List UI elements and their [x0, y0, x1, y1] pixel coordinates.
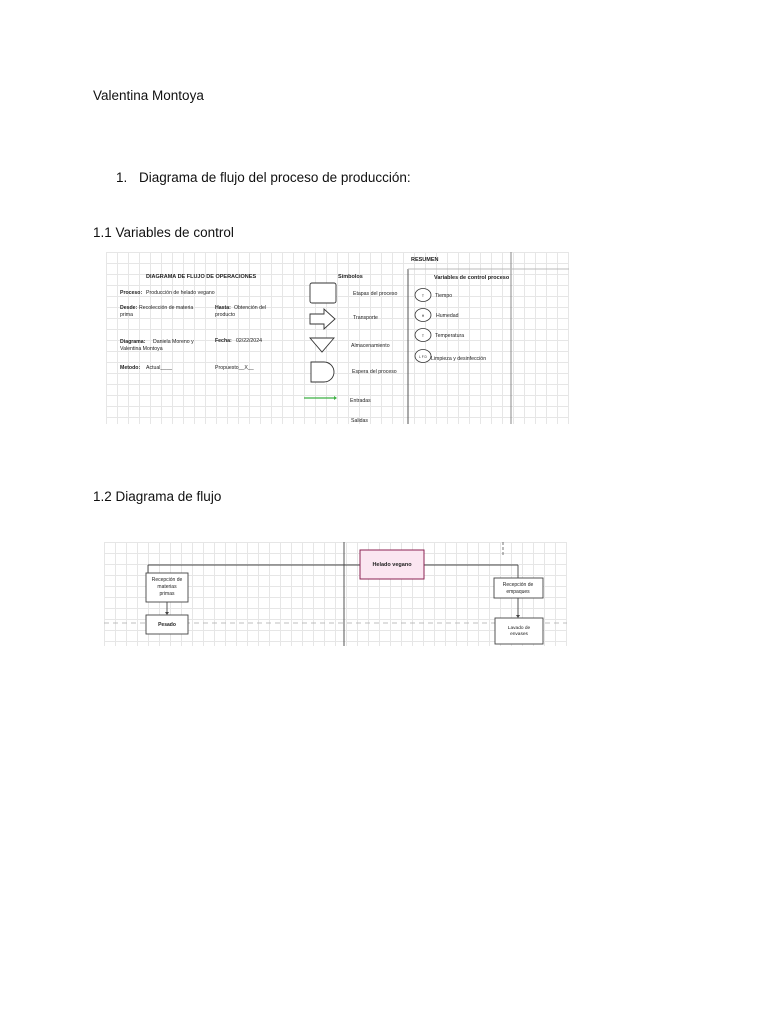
flow-node-lavado-envases [495, 618, 543, 644]
cleaning-code: L F D [419, 355, 427, 359]
to-label: Hasta: [215, 305, 231, 311]
temperature-code: T [421, 334, 425, 338]
method-label: Metodo: [120, 365, 141, 371]
flow-node-pesado-label: Pesado [158, 622, 176, 628]
flow-node-helado-vegano-label: Helado vegano [372, 562, 412, 568]
flow-node-lavado-envases-line1: Lavado de [507, 626, 531, 631]
time-code: T [421, 294, 425, 298]
control-temperature: Temperatura [435, 333, 465, 339]
flow-node-recepcion-materias-line3: primas [159, 591, 175, 597]
symbol-label-outputs: Salidas [351, 418, 369, 424]
control-time: Tiempo [435, 293, 453, 299]
control-variables-header: Variables de control proceso [434, 275, 510, 281]
method-proposed: Propuesto__X__ [215, 365, 254, 371]
to-value-line1: Obtención del [234, 305, 267, 311]
flow-node-lavado-envases-line2: envases [510, 632, 528, 637]
flow-node-recepcion-empaques-line1: Recepción de [502, 582, 534, 588]
date-label: Fecha: [215, 338, 232, 344]
symbol-label-wait: Espera del proceso [352, 369, 397, 375]
from-value-line2: prima [120, 312, 133, 318]
flow-node-recepcion-materias-line2: materias [157, 584, 177, 590]
flow-node-recepcion-materias-line1: Recepción de [151, 577, 183, 583]
symbol-label-stages: Etapas del proceso [353, 291, 398, 297]
date-value: 02/22/2024 [236, 338, 262, 344]
symbol-label-inputs: Entradas [350, 398, 371, 404]
from-label: Desde: [120, 305, 138, 311]
delay-d-icon [311, 362, 334, 382]
variables-control-svg [106, 252, 569, 424]
control-humidity: Humedad [436, 313, 459, 319]
symbol-label-storage: Almacenamiento [351, 343, 390, 349]
arrowhead-icon [516, 615, 520, 618]
diagram-by-value-line1: Daniela Moreno y [153, 339, 194, 345]
method-current: Actual____ [146, 365, 172, 371]
flow-diagram-figure [104, 542, 567, 646]
diagram-by-label: Diagrama: [120, 339, 146, 345]
variables-control-figure [106, 252, 569, 424]
flow-node-recepcion-empaques-line2: empaques [506, 589, 530, 595]
rectangle-icon [310, 283, 336, 303]
green-arrowhead-icon [334, 396, 337, 400]
list-number: 1. [116, 170, 128, 185]
subsection-heading-diagram: 1.2 Diagrama de flujo [93, 489, 222, 504]
symbol-label-transport: Transporte [353, 315, 378, 321]
from-value-line1: Recolección de materia [139, 305, 194, 311]
arrowhead-icon [165, 612, 169, 615]
section-heading: Diagrama de flujo del proceso de producción: [139, 170, 411, 185]
subsection-heading-variables: 1.1 Variables de control [93, 225, 234, 240]
control-cleaning: Limpieza y desinfección [431, 356, 487, 362]
operations-diagram-title: DIAGRAMA DE FLUJO DE OPERACIONES [146, 274, 257, 280]
humidity-code: H [421, 314, 425, 318]
process-label: Proceso: [120, 290, 143, 296]
flow-node-recepcion-empaques [494, 578, 543, 598]
author-name: Valentina Montoya [93, 88, 204, 103]
triangle-icon [310, 338, 334, 352]
flow-diagram-svg [104, 542, 567, 646]
process-value: Producción de helado vegano [146, 290, 215, 296]
arrow-icon [310, 309, 335, 329]
symbols-header: Símbolos [338, 274, 363, 280]
to-value-line2: producto [215, 312, 236, 318]
resumen-label: RESUMEN [411, 257, 439, 263]
diagram-by-value-line2: Valentina Montoya [120, 346, 163, 352]
